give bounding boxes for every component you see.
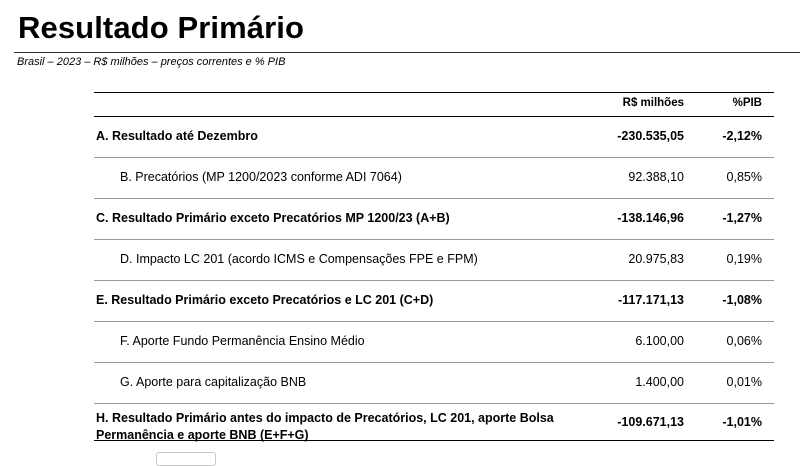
row-pib: 0,85%	[726, 170, 762, 184]
row-value: -109.671,13	[617, 415, 684, 429]
row-value: -117.171,13	[617, 293, 684, 307]
row-value: 1.400,00	[635, 375, 684, 389]
table-row	[94, 240, 774, 281]
row-label: E. Resultado Primário exceto Precatórios e LC 201 (C+D)	[96, 293, 434, 307]
header-pib: %PIB	[732, 97, 762, 109]
title-divider	[14, 52, 800, 53]
row-label: C. Resultado Primário exceto Precatórios MP 1200/23 (A+B)	[96, 211, 450, 225]
row-value: -138.146,96	[617, 211, 684, 225]
row-label: A. Resultado até Dezembro	[96, 129, 258, 143]
row-label: H. Resultado Primário antes do impacto de Precatórios, LC 201, aporte Bolsa Permanência e aporte BNB (E+F+G)	[96, 411, 554, 442]
row-label: F. Aporte Fundo Permanência Ensino Médio	[120, 334, 365, 348]
table-row	[94, 363, 774, 404]
row-pib: 0,01%	[726, 375, 762, 389]
row-pib: 0,19%	[726, 252, 762, 266]
row-label: D. Impacto LC 201 (acordo ICMS e Compensações FPE e FPM)	[120, 252, 478, 266]
table-row	[94, 158, 774, 199]
row-pib: -1,08%	[722, 293, 762, 307]
table-row	[94, 322, 774, 363]
row-label: B. Precatórios (MP 1200/2023 conforme ADI 7064)	[120, 170, 402, 184]
header-value: R$ milhões	[622, 97, 684, 109]
row-pib: -1,01%	[722, 415, 762, 429]
row-label: G. Aporte para capitalização BNB	[120, 375, 307, 389]
page-subtitle: Brasil – 2023 – R$ milhões – preços correntes e % PIB	[17, 56, 286, 68]
table-row	[94, 117, 774, 158]
row-value: 92.388,10	[628, 170, 684, 184]
table-row	[94, 404, 774, 441]
results-table	[94, 92, 774, 441]
row-pib: 0,06%	[726, 334, 762, 348]
table-row	[94, 281, 774, 322]
table-row	[94, 199, 774, 240]
row-value: 20.975,83	[628, 252, 684, 266]
row-pib: -2,12%	[722, 129, 762, 143]
table-header	[94, 93, 774, 117]
row-value: -230.535,05	[617, 129, 684, 143]
row-pib: -1,27%	[722, 211, 762, 225]
partial-button[interactable]	[156, 452, 216, 466]
page-title: Resultado Primário	[18, 10, 305, 45]
row-value: 6.100,00	[635, 334, 684, 348]
